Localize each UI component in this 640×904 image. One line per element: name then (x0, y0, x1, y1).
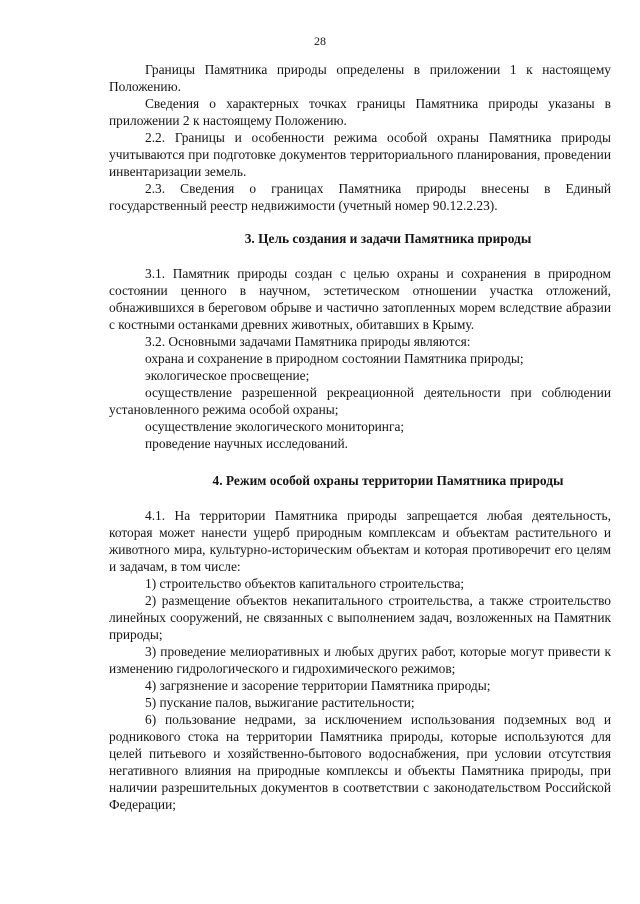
page-number: 28 (314, 34, 326, 48)
prohibition-item: 3) проведение мелиоративных и любых других работ, которые могут привести к изменению гидрологического и гидрохимического режимов; (109, 644, 611, 676)
prohibition-item: 6) пользование недрами, за исключением использования подземных вод и родникового стока на территории Памятника природы, которые используются для целей питьевого и хозяйственно-бытового водоснабжения, при условии отсутствия негативного влияния на природные комплексы и объекты Памятника природы, при наличии разрешительных документов в соответствии с законодательством Российской Федерации; (109, 712, 611, 812)
task-item: осуществление разрешенной рекреационной деятельности при соблюдении установленного режима особой охраны; (109, 385, 611, 417)
paragraph-boundaries-annex-1: Границы Памятника природы определены в приложении 1 к настоящему Положению. (109, 62, 611, 94)
paragraph-2-2: 2.2. Границы и особенности режима особой охраны Памятника природы учитываются при подготовке документов территориального планирования, проведении инвентаризации земель. (109, 130, 611, 179)
paragraph-4-1: 4.1. На территории Памятника природы запрещается любая деятельность, которая может нанести ущерб природным комплексам и объектам растительного и животного мира, культурно-историческим объектам и которая противоречит его целям и задачам, в том числе: (109, 508, 611, 574)
paragraph-3-2: 3.2. Основными задачами Памятника природы являются: (145, 334, 471, 349)
task-item: осуществление экологического мониторинга; (145, 419, 405, 434)
paragraph-2-3: 2.3. Сведения о границах Памятника природы внесены в Единый государственный реестр недвижимости (учетный номер 90.12.2.23). (109, 181, 611, 213)
task-item: проведение научных исследований. (145, 436, 348, 451)
section-3-heading: 3. Цель создания и задачи Памятника природы (244, 231, 532, 246)
prohibition-item: 1) строительство объектов капитального строительства; (145, 576, 465, 591)
prohibition-item: 5) пускание палов, выжигание растительности; (145, 695, 415, 710)
prohibition-item: 2) размещение объектов некапитального строительства, а также строительство линейных сооружений, не связанных с выполнением задач, возложенных на Памятник природы; (109, 593, 611, 642)
task-item: охрана и сохранение в природном состоянии Памятника природы; (145, 351, 524, 366)
section-4-heading: 4. Режим особой охраны территории Памятника природы (212, 473, 564, 488)
task-item: экологическое просвещение; (145, 368, 310, 383)
paragraph-boundary-points-annex-2: Сведения о характерных точках границы Памятника природы указаны в приложении 2 к настоящему Положению. (109, 96, 611, 128)
document-body (109, 61, 611, 813)
prohibition-item: 4) загрязнение и засорение территории Памятника природы; (145, 678, 491, 693)
paragraph-3-1: 3.1. Памятник природы создан с целью охраны и сохранения в природном состоянии ценного в научном, эстетическом отношении участка отложений, обнажившихся в береговом обрыве и частично затопленных морем вследствие абразии с костными останками древних животных, обитавших в Крыму. (109, 266, 611, 332)
